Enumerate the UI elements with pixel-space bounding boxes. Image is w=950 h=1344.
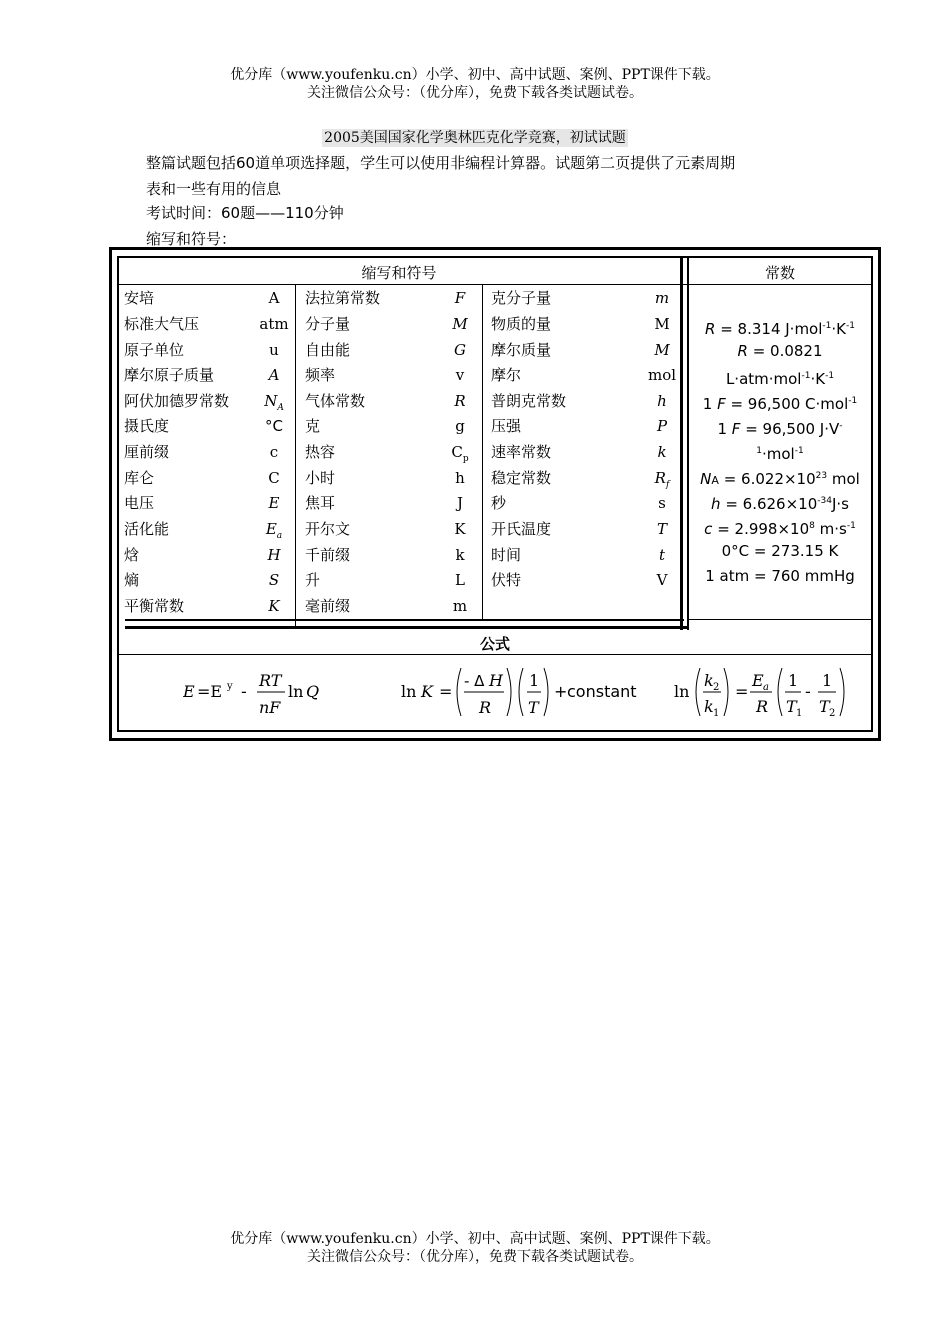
abbrev-name: 标准大气压 (124, 315, 200, 333)
intro-line-2: 表和一些有用的信息 (146, 180, 282, 198)
abbrev-name: 安培 (124, 289, 155, 307)
svg-text:-: - (241, 682, 247, 701)
abbrev-symbol: S (268, 571, 280, 589)
footer-line-2: 关注微信公众号：（优分库），免费下载各类试题试卷。 (307, 1249, 643, 1265)
abbrev-name: 厘前缀 (124, 443, 170, 461)
abbrev-name: 摩尔质量 (491, 341, 552, 359)
avogadro-symbol: $N_A$ (264, 392, 284, 413)
svg-text:1: 1 (796, 708, 803, 719)
svg-text:E: E (752, 671, 764, 690)
header-line-2: 关注微信公众号：（优分库），免费下载各类试题试卷。 (307, 85, 643, 101)
abbrev-symbol: V (656, 571, 668, 589)
abbrev-symbol: K (454, 520, 466, 538)
planck-constant: $h = 6.626\times 10^{-34}J\cdot s$ (711, 495, 849, 513)
abbrev-symbol: k (455, 546, 465, 564)
abbrev-name: 克 (305, 417, 321, 435)
svg-text:R: R (479, 698, 492, 717)
abbrev-symbol: mol (647, 366, 677, 384)
abbrev-name: 物质的量 (491, 315, 552, 333)
abbrev-name: 开尔文 (305, 520, 351, 538)
abbrev-symbol: h (657, 392, 667, 410)
svg-text:a: a (763, 682, 769, 693)
svg-text:=: = (735, 682, 749, 701)
faraday-constant-c: 1 F = 96,500 C·mol$^{-1}$ (702, 395, 858, 413)
abbrev-symbol: A (268, 289, 280, 307)
svg-text:T: T (528, 698, 539, 717)
svg-text:k: k (704, 697, 714, 716)
abbrev-name: 气体常数 (305, 392, 366, 410)
intro-line-3: 考试时间：60题——110分钟 (146, 204, 344, 222)
one-atm: 1 atm = 760 mmHg (705, 567, 855, 585)
abbrev-symbol: T (656, 520, 667, 538)
abbrev-name: 平衡常数 (124, 597, 185, 615)
formula-caption: 公式 (479, 635, 510, 653)
stability-constant-symbol: $R_f$ (654, 469, 670, 490)
abbrev-symbol: K (268, 597, 280, 615)
svg-text:=E: =E (197, 682, 223, 701)
heat-capacity-symbol: $C_p$ (451, 443, 469, 464)
abbrev-name: 稳定常数 (491, 469, 552, 487)
abbrev-symbol: A (268, 366, 280, 384)
abbrev-name: 毫前缀 (305, 597, 351, 615)
abbrev-name: 速率常数 (491, 443, 552, 461)
abbrev-symbol: c (269, 443, 279, 461)
svg-text:ln: ln (401, 682, 417, 701)
abbrev-name: 热容 (305, 443, 336, 461)
avogadro-constant: NA = $6.022\times 10^{23}$ mol (700, 470, 860, 488)
svg-text:1: 1 (713, 708, 720, 719)
abbrev-symbol: t (658, 546, 666, 564)
divider-col1 (295, 284, 296, 628)
svg-text:+: + (554, 682, 568, 701)
abbrev-symbol: R (454, 392, 466, 410)
abbrev-symbol: u (269, 341, 279, 359)
abbrev-symbol: L (455, 571, 465, 589)
abbrev-name: 焓 (124, 546, 140, 564)
abbrev-symbol: C (268, 469, 280, 487)
gas-constant-atm-unit: $L\cdot atm\cdot mol^{-1}\cdot K^{-1}$ (725, 370, 835, 388)
arrhenius-equation (674, 664, 854, 728)
abbrev-name: 普朗克常数 (491, 392, 567, 410)
document-title-text: 2005美国国家化学奥林匹克化学竞赛，初试试题 (324, 130, 626, 146)
svg-text:-: - (805, 682, 811, 701)
speed-of-light: $c = 2.998\times 10^8$ $m\cdot s^{-1}$ (704, 520, 856, 538)
caption-separator (119, 284, 871, 285)
abbrev-name: 阿伏加德罗常数 (124, 392, 230, 410)
vant-hoff-equation (401, 664, 641, 724)
abbrev-symbol: M (452, 315, 468, 333)
svg-text:2: 2 (829, 708, 836, 719)
abbrev-symbol: G (454, 341, 466, 359)
abbrev-name: 活化能 (124, 520, 170, 538)
constants-bottom-line (689, 619, 871, 620)
abbrev-name: 焦耳 (305, 494, 336, 512)
gas-constant-atm: R = 0.0821 (737, 342, 823, 360)
svg-text:constant: constant (567, 682, 637, 701)
svg-text:2: 2 (713, 682, 720, 693)
abbrev-symbol: J (456, 494, 463, 512)
abbrev-symbol: °C (265, 417, 283, 435)
nernst-equation-drawing (183, 664, 333, 720)
arrhenius-equation-drawing (674, 664, 854, 724)
abbrev-symbol: k (657, 443, 667, 461)
abbrev-symbol: s (658, 494, 666, 512)
abbrev-symbol: atm (259, 315, 289, 333)
document-title (0, 127, 950, 147)
svg-text:y: y (227, 681, 233, 692)
abbrev-symbol: g (455, 417, 465, 435)
gas-constant-si: R = 8.314 $J\cdot mol^{-1}\cdot K^{-1}$ (705, 320, 855, 338)
abbrev-name: 克分子量 (491, 289, 552, 307)
abbrev-name: 电压 (124, 494, 155, 512)
svg-text:R: R (756, 697, 769, 716)
svg-text:T: T (786, 697, 797, 716)
svg-text:E: E (183, 682, 195, 701)
formula-caption-line (119, 654, 871, 655)
intro-line-1: 整篇试题包括60道单项选择题，学生可以使用非编程计算器。试题第二页提供了元素周期 (146, 154, 736, 172)
abbrev-symbol: E (268, 494, 280, 512)
abbrev-symbol: m (452, 597, 468, 615)
abbrev-name: 摄氏度 (124, 417, 170, 435)
abbrev-name: 时间 (491, 546, 522, 564)
svg-text:H: H (489, 671, 503, 690)
abbrev-symbol: v (455, 366, 465, 384)
abbrev-symbol: h (455, 469, 465, 487)
abbrev-caption: 缩写和符号 (361, 264, 437, 282)
faraday-constant-j-cont: $^1$·mol$^{-1}$ (756, 445, 804, 463)
svg-text:- Δ: - Δ (464, 672, 485, 690)
abbrev-name: 库仑 (124, 469, 155, 487)
abbrev-symbol: M (654, 315, 670, 333)
abbrev-name: 熵 (124, 571, 140, 589)
abbrev-name: 法拉第常数 (305, 289, 381, 307)
svg-text:1: 1 (822, 671, 833, 690)
abbrev-name: 自由能 (305, 341, 351, 359)
svg-text:ln: ln (288, 682, 304, 701)
abbrev-name: 摩尔 (491, 366, 522, 384)
abbrev-symbol: H (267, 546, 281, 564)
abbrev-name: 开氏温度 (491, 520, 552, 538)
abbrev-symbol: M (654, 341, 670, 359)
activation-energy-symbol: $E_a$ (265, 520, 283, 541)
header-line-1: 优分库（www.youfenku.cn）小学、初中、高中试题、案例、PPT课件下载。 (230, 67, 720, 83)
svg-text:K: K (421, 682, 433, 701)
abbrev-name: 分子量 (305, 315, 351, 333)
faraday-constant-j: 1 F = 96,500 J·V- (717, 420, 843, 438)
abbrev-name: 升 (305, 571, 321, 589)
abbrev-name: 原子单位 (124, 341, 185, 359)
footer-line-1: 优分库（www.youfenku.cn）小学、初中、高中试题、案例、PPT课件下载。 (230, 1231, 720, 1247)
abbrev-name: 伏特 (491, 571, 522, 589)
abbrev-symbol: F (454, 289, 466, 307)
abbrev-bottom-line-1 (125, 619, 684, 621)
svg-text:nF: nF (259, 698, 281, 717)
abbrev-name: 频率 (305, 366, 336, 384)
svg-text:Q: Q (306, 682, 320, 701)
abbrev-name: 压强 (491, 417, 522, 435)
nernst-equation (183, 664, 333, 724)
abbrev-bottom-line-2 (125, 626, 689, 629)
divider-abbrev-constants-2 (687, 256, 689, 630)
constants-list (690, 314, 870, 589)
abbrev-name: 秒 (491, 494, 507, 512)
zero-celsius: 0°C = 273.15 K (721, 542, 839, 560)
divider-col2 (482, 284, 483, 620)
svg-text:RT: RT (259, 671, 282, 690)
svg-text:ln: ln (674, 682, 690, 701)
svg-text:=: = (439, 682, 453, 701)
abbrev-symbol: m (654, 289, 670, 307)
abbrev-name: 摩尔原子质量 (124, 366, 215, 384)
intro-line-4: 缩写和符号： (146, 230, 237, 248)
svg-text:1: 1 (529, 671, 540, 690)
abbrev-name: 小时 (305, 469, 336, 487)
vant-hoff-equation-drawing (401, 664, 641, 720)
svg-text:k: k (704, 671, 714, 690)
abbrev-symbol: P (656, 417, 668, 435)
svg-text:1: 1 (788, 671, 799, 690)
constants-caption: 常数 (764, 264, 795, 282)
svg-text:T: T (819, 697, 830, 716)
abbrev-name: 千前缀 (305, 546, 351, 564)
